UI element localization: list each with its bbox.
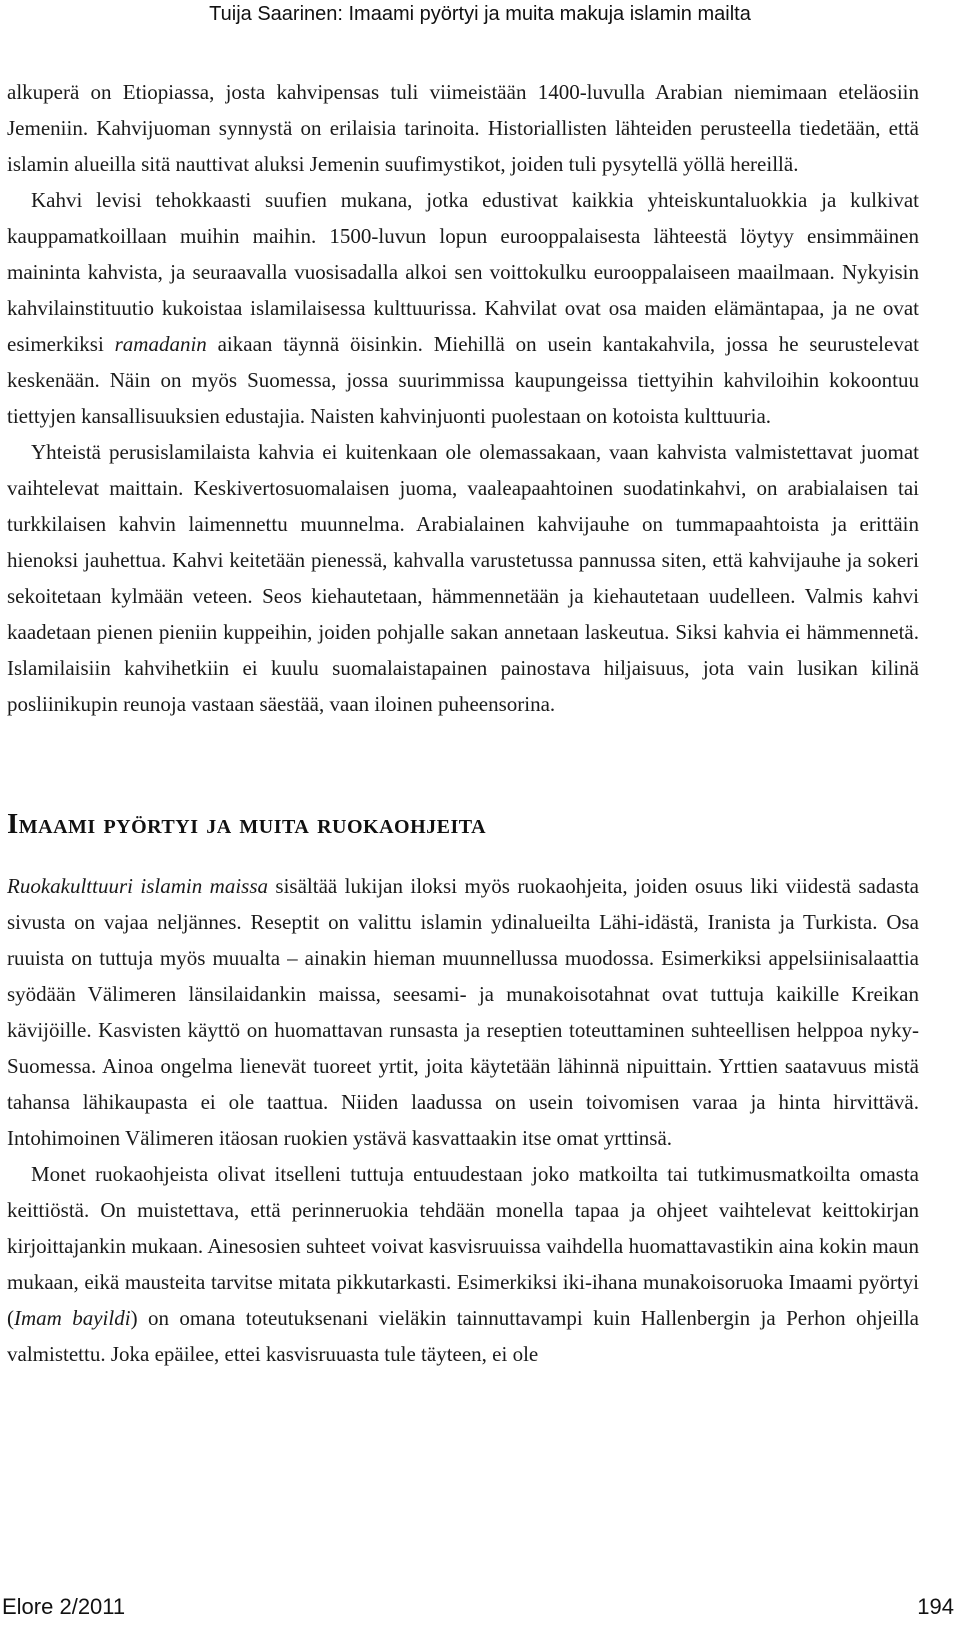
text-segment: sisältää lukijan iloksi myös ruokaohjeita, joiden osuus liki viidestä sadasta sivusta on vajaa neljännes. Reseptit on valittu islamin ydinalueilta Lähi-idästä, Iranista ja Turkista. Osa ruuista on tuttuja myös muualta – ainakin hieman muunnellussa muodossa. Esimerkiksi appelsiinisalaattia syödään Välimeren länsilaidankin maissa, seesami- ja munakoisotahnat ovat tuttuja kaikille Kreikan kävijöille. Kasvisten käyttö on huomattavan runsasta ja reseptien toteuttaminen suhteellisen helppoa nyky-Suomessa. Ainoa ongelma lienevät tuoreet yrtit, joita käytetään lähinnä nipuittain. Yrttien saatavuus mistä tahansa lähikaupasta ei ole taattua. Niiden laadussa on usein toivomisen varaa ja hinta hirvittävä. Intohimoinen Välimeren itäosan ruokien ystävä kasvattaakin itse omat yrttinsä. bbox=[7, 874, 919, 1150]
page-number: 194 bbox=[917, 1594, 954, 1619]
text-segment: Monet ruokaohjeista olivat itselleni tuttuja entuudestaan joko matkoilta tai tutkimusmatkoilta omasta keittiöstä. On muistettava, että perinneruokia tehdään monella tapaa ja ohjeet vaihtelevat keittokirjan kirjoittajankin mukaan. Ainesosien suhteet voivat kasvisruuissa vaihdella huomattavastikin aina kokin maun mukaan, eikä mausteita tarvitse mitata pikkutarkasti. Esimerkiksi iki-ihana munakoisoruoka Imaami pyörtyi ( bbox=[7, 1162, 919, 1330]
text-segment: alkuperä on Etiopiassa, josta kahvipensas tuli viimeistään 1400-luvulla Arabian niemimaan eteläosiin Jemeniin. Kahvijuoman synnystä on erilaisia tarinoita. Historiallisten lähteiden perusteella tiedetään, että islamin alueilla sitä nauttivat aluksi Jemenin suufimystikot, joiden tuli pysytellä yöllä hereillä. bbox=[7, 80, 919, 176]
text-segment: aikaan täynnä öisinkin. Miehillä on usein kantakahvila, jossa he seurustelevat keskenään. Näin on myös Suomessa, jossa suurimmissa kaupungeissa tiettyihin kahviloihin kokoontuu tiettyjen kansallisuuksien edustajia. Naisten kahvinjuonti puolestaan on kotoista kulttuuria. bbox=[7, 332, 919, 428]
text-segment: Kahvi levisi tehokkaasti suufien mukana, jotka edustivat kaikkia yhteiskuntaluokkia ja kulkivat kauppamatkoillaan muihin maihin. 1500-luvun lopun eurooppalaisesta lähteestä löytyy ensimmäinen maininta kahvista, ja seuraavalla vuosisadalla alkoi sen voittokulku eurooppalaiseen maailmaan. Nykyisin kahvilainstituutio kukoistaa islamilaisessa kulttuurissa. Kahvilat ovat osa maiden elämäntapaa, ja ne ovat esimerkiksi bbox=[7, 188, 919, 356]
section-heading: Imaami pyörtyi ja muita ruokaohjeita bbox=[7, 808, 487, 840]
italic-book-title: Ruokakulttuuri islamin maissa bbox=[7, 874, 268, 898]
article-body bbox=[7, 74, 919, 1372]
italic-term-ramadan: ramadanin bbox=[114, 332, 207, 356]
paragraph-coffee-preparation bbox=[7, 434, 919, 722]
text-segment: ) on omana toteutuksenani vieläkin tainnuttavampi kuin Hallenbergin ja Perhon ohjeilla valmistettu. Joka epäilee, ettei kasvisruuasta tule täyteen, ei ole bbox=[7, 1306, 920, 1366]
paragraph-coffee-spread bbox=[7, 182, 919, 434]
paragraph-recipes-intro bbox=[7, 868, 919, 1156]
italic-dish-name: Imam bayildi bbox=[14, 1306, 131, 1330]
journal-issue: Elore 2/2011 bbox=[2, 1594, 126, 1619]
paragraph-recipes-familiar bbox=[7, 1156, 919, 1372]
paragraph-coffee-origin bbox=[7, 74, 919, 182]
text-segment: Yhteistä perusislamilaista kahvia ei kuitenkaan ole olemassakaan, vaan kahvista valmistettavat juomat vaihtelevat maittain. Keskivertosuomalaisen juoma, vaaleapaahtoinen suodatinkahvi, on arabialaisen tai turkkilaisen kahvin laimennettu muunnelma. Arabialainen kahvijauhe on tummapaahtoista ja erittäin hienoksi jauhettua. Kahvi keitetään pienessä, kahvalla varustetussa pannussa siten, että kahvijauhe ja sokeri sekoitetaan kylmään veteen. Seos kiehautetaan, hämmennetään ja kiehautetaan uudelleen. Valmis kahvi kaadetaan pienen pieniin kuppeihin, joiden pohjalle sakan annetaan laskeutua. Siksi kahvia ei hämmennetä. Islamilaisiin kahvihetkiin ei kuulu suomalaistapainen painostava hiljaisuus, jota vain lusikan kilinä posliinikupin reunoja vastaan säestää, vaan iloinen puheensorina. bbox=[7, 440, 919, 716]
running-header-title: Tuija Saarinen: Imaami pyörtyi ja muita makuja islamin mailta bbox=[209, 3, 751, 25]
